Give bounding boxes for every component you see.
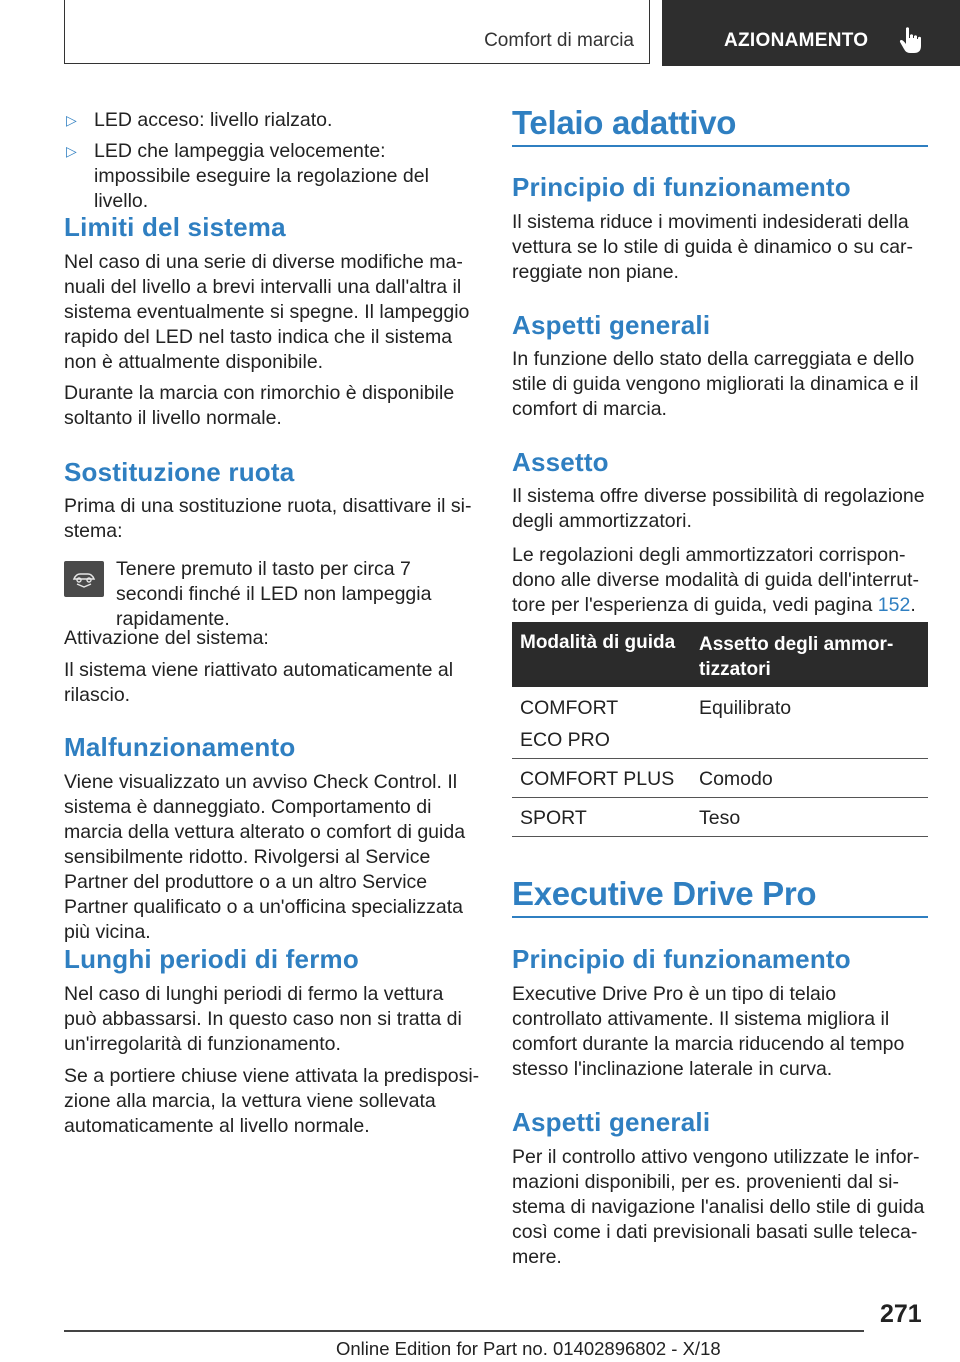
- paragraph: Il sistema offre diverse possibilità di regolazione degli ammortizzatori.: [512, 485, 925, 532]
- paragraph: Il sistema riduce i movimenti indesiderati della vettura se lo stile di guida è dinamico o su carreggiate non piane.: [512, 211, 914, 283]
- title-executive-drive-pro: Executive Drive Pro: [512, 875, 817, 912]
- table-row: [512, 759, 928, 798]
- title-telaio-adattivo: Telaio adattivo: [512, 104, 737, 141]
- paragraph: Per il controllo attivo vengono utilizzate le informazioni disponibili, per es. provenienti dal sistema di navigazione l'analisi dello stile di guida così come i dati previsionali basati sulle telecamere.: [512, 1146, 925, 1268]
- paragraph: Le regolazioni degli ammortizzatori corrispondono alle diverse modalità di guida dell'interruttore per l'esperienza di guida, vedi pagina 152.: [512, 544, 919, 616]
- heading-limiti-del-sistema: Limiti del sistema: [64, 212, 286, 242]
- table-column-header: Assetto degli ammortizzatori: [699, 634, 894, 680]
- list-item: ▷ LED acceso: livello rialzato.: [66, 109, 333, 131]
- vehicle-level-button-icon: [64, 561, 104, 597]
- heading-principio-di-funzionamento: Principio di funzionamento: [512, 172, 851, 202]
- heading-assetto: Assetto: [512, 447, 609, 477]
- list-item: ▷ LED che lampeggia velocemente: impossibile eseguire la regolazione del livello.: [66, 140, 429, 212]
- triangle-bullet-icon: ▷: [66, 112, 77, 128]
- heading-lunghi-periodi-di-fermo: Lunghi periodi di fermo: [64, 944, 359, 974]
- table-header: [512, 622, 928, 687]
- paragraph: Il sistema viene riattivato automaticamente al rilascio.: [64, 659, 454, 706]
- page-number: 271: [880, 1300, 922, 1328]
- header-section-box: [64, 0, 650, 64]
- table-cell: COMFORT PLUS: [520, 768, 675, 790]
- table-cell: Comodo: [699, 768, 773, 790]
- page-reference-link[interactable]: 152: [877, 594, 911, 616]
- header-section-title: Comfort di marcia: [484, 30, 634, 51]
- heading-aspetti-generali: Aspetti generali: [512, 1107, 711, 1137]
- heading-malfunzionamento: Malfunzionamento: [64, 732, 296, 762]
- paragraph: Durante la marcia con rimorchio è disponibile soltanto il livello normale.: [64, 382, 455, 429]
- paragraph: Executive Drive Pro è un tipo di telaio controllato attivamente. Il sistema migliora il comfort durante la marcia riducendo al tempo stesso l'inclinazione laterale in curva.: [512, 983, 905, 1080]
- paragraph: Tenere premuto il tasto per circa 7 secondi finché il LED non lampeggia rapidamente.: [116, 558, 432, 630]
- paragraph: Prima di una sostituzione ruota, disattivare il sistema:: [64, 495, 472, 542]
- paragraph: Nel caso di lunghi periodi di fermo la vettura può abbassarsi. In questo caso non si tratta di un'irregolarità di funzionamento.: [64, 983, 462, 1055]
- table-cell: SPORT: [520, 807, 587, 829]
- table-row: [512, 687, 928, 759]
- table-cell: ECO PRO: [520, 729, 610, 751]
- table-cell: Teso: [699, 807, 741, 829]
- paragraph: Nel caso di una serie di diverse modifiche manuali del livello a brevi intervalli una dall'altra il sistema eventualmente si spegne. Il lampeggio rapido del LED nel tasto indica che il sistema non è attualmente disponibile.: [64, 251, 470, 373]
- pointing-hand-icon: [898, 26, 924, 54]
- table-row: [512, 798, 928, 837]
- paragraph: Attivazione del sistema:: [64, 627, 269, 649]
- title-divider: [512, 145, 928, 147]
- header-chapter-tab[interactable]: [662, 0, 960, 66]
- triangle-bullet-icon: ▷: [66, 143, 77, 159]
- table-cell: COMFORT: [520, 697, 619, 719]
- paragraph: Viene visualizzato un avviso Check Control. Il sistema è danneggiato. Comportamento di marcia della vettura alterato o comfort di guida sensibilmente ridotto. Rivolgersi al Service Partner del produttore o a un altro Service Partner qualificato o a un'officina specializzata più vicina.: [64, 771, 466, 943]
- title-divider: [512, 916, 928, 918]
- table-cell: Equilibrato: [699, 697, 792, 719]
- paragraph: In funzione dello stato della carreggiata e dello stile di guida vengono migliorati la dinamica e il comfort di marcia.: [512, 348, 919, 420]
- heading-sostituzione-ruota: Sostituzione ruota: [64, 457, 295, 487]
- heading-aspetti-generali: Aspetti generali: [512, 310, 711, 340]
- footer-edition-text: Online Edition for Part no. 01402896802 - X/18: [336, 1338, 721, 1359]
- table-column-header: Modalità di guida: [520, 632, 676, 653]
- header-chapter-title: AZIONAMENTO: [724, 30, 869, 51]
- heading-principio-di-funzionamento: Principio di funzionamento: [512, 944, 851, 974]
- footer-divider: [64, 1330, 864, 1332]
- paragraph: Se a portiere chiuse viene attivata la predisposizione alla marcia, la vettura viene sollevata automaticamente al livello normale.: [64, 1065, 480, 1137]
